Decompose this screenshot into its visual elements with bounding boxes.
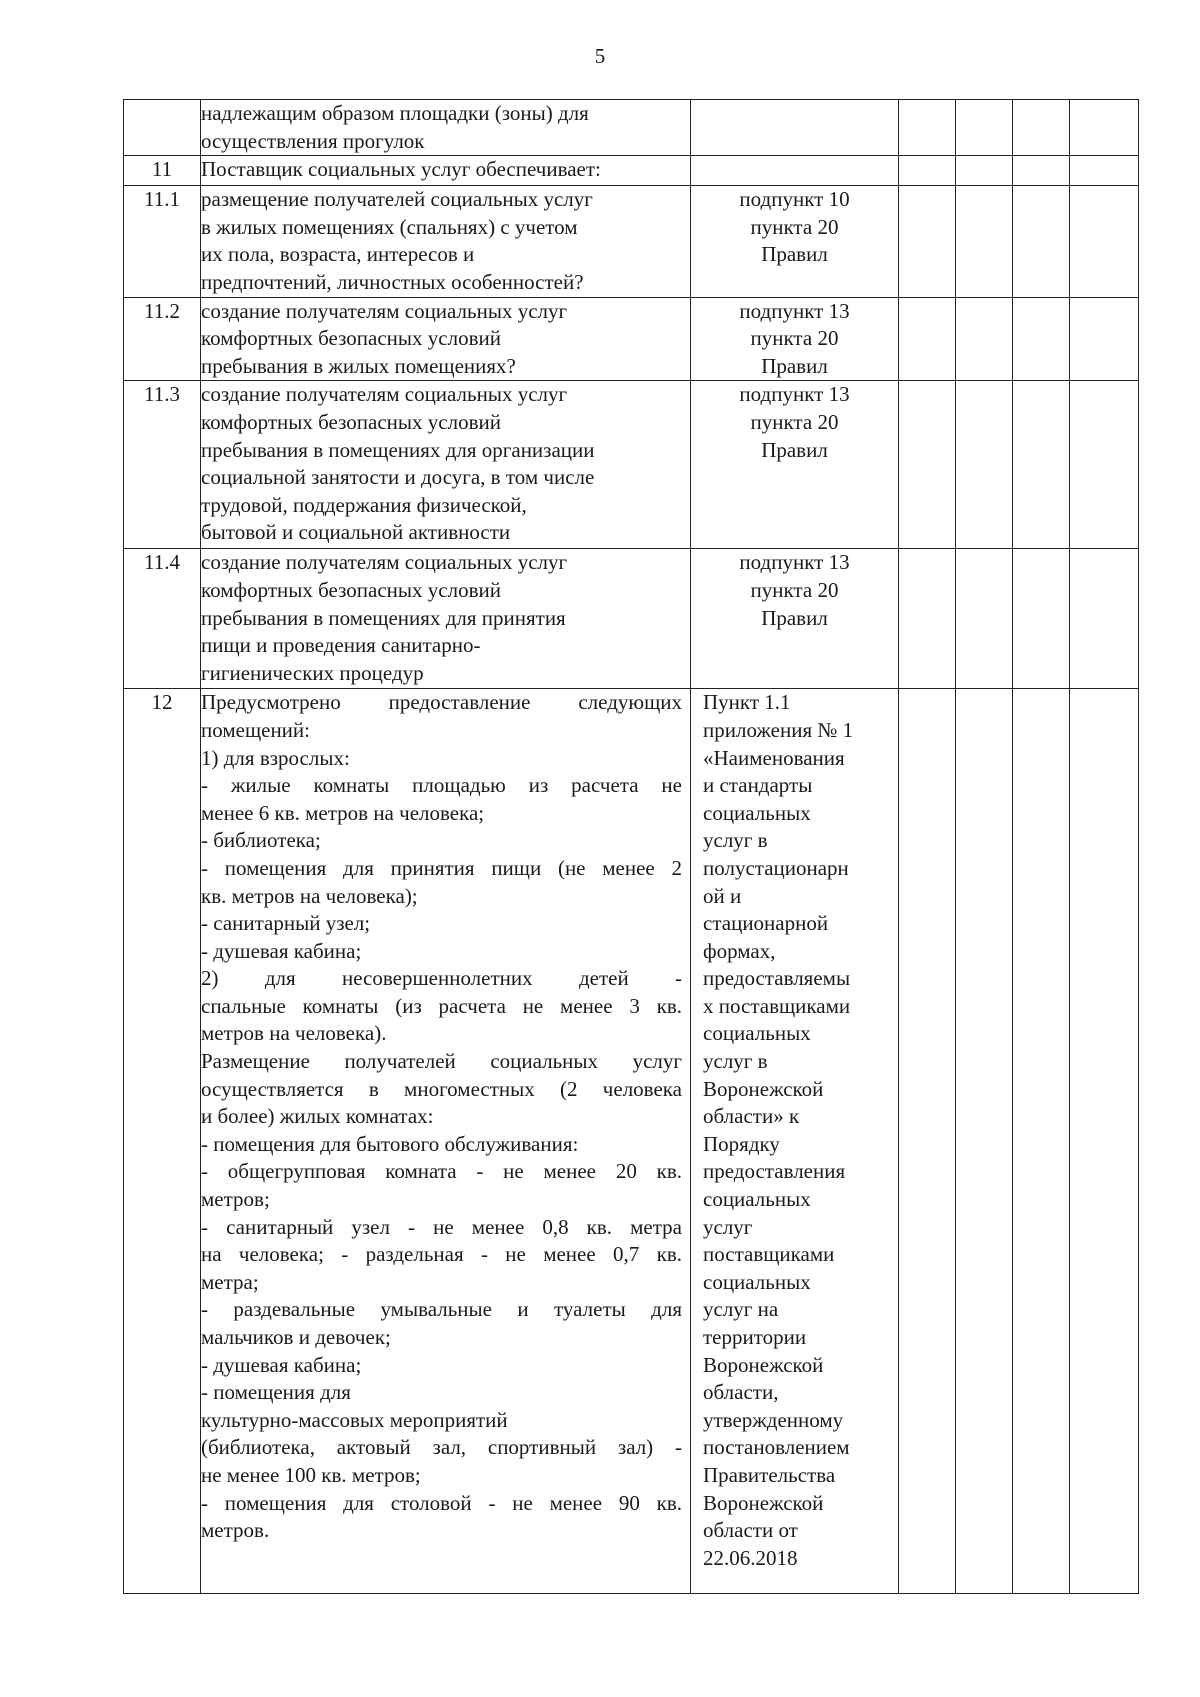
answer-cell xyxy=(1013,297,1070,381)
reference-line: подпункт 13 xyxy=(739,382,850,407)
requirement-line: - общегрупповая комната - не менее 20 кв. xyxy=(201,1159,682,1184)
legal-reference xyxy=(691,156,899,186)
requirement-text xyxy=(201,156,691,186)
reference-line: услуг в xyxy=(703,1049,768,1074)
requirement-line: и более) жилых комнатах: xyxy=(201,1104,434,1129)
answer-cell xyxy=(1013,100,1070,156)
answer-cell xyxy=(899,381,956,549)
reference-line: пункта 20 xyxy=(750,577,839,602)
legal-reference xyxy=(691,689,899,1594)
requirement-line: Предусмотрено предоставление следующих xyxy=(201,690,682,715)
answer-cell xyxy=(956,186,1013,297)
requirement-line: культурно-массовых мероприятий xyxy=(201,1407,508,1432)
answer-cell xyxy=(956,156,1013,186)
requirement-line: - раздевальные умывальные и туалеты для xyxy=(201,1297,682,1322)
requirement-line: кв. метров на человека); xyxy=(201,883,418,908)
requirement-line: - душевая кабина; xyxy=(201,1352,362,1377)
reference-line: услуг на xyxy=(703,1297,779,1322)
requirement-line: комфортных безопасных условий xyxy=(201,409,501,434)
table-row xyxy=(124,549,1139,689)
requirement-text xyxy=(201,186,691,297)
requirement-line: менее 6 кв. метров на человека; xyxy=(201,800,485,825)
item-number: 11.1 xyxy=(124,186,201,297)
answer-cell xyxy=(1070,381,1139,549)
answer-cell xyxy=(956,381,1013,549)
reference-line: ой и xyxy=(703,883,742,908)
item-number: 11.2 xyxy=(124,297,201,381)
answer-cell xyxy=(956,100,1013,156)
answer-cell xyxy=(1013,381,1070,549)
item-number: 11.3 xyxy=(124,381,201,549)
requirement-line: комфортных безопасных условий xyxy=(201,577,501,602)
page-number: 5 xyxy=(594,44,606,68)
reference-line: услуг в xyxy=(703,828,768,853)
requirement-line: комфортных безопасных условий xyxy=(201,326,501,351)
requirement-line: осуществляется в многоместных (2 человека xyxy=(201,1076,682,1101)
requirement-line: метра; xyxy=(201,1269,259,1294)
requirement-line: метров. xyxy=(201,1518,270,1543)
requirement-line: метров на человека). xyxy=(201,1021,387,1046)
requirement-line: предпочтений, личностных особенностей? xyxy=(201,269,584,294)
reference-line: пункта 20 xyxy=(750,214,839,239)
reference-line: х поставщиками xyxy=(703,993,851,1018)
requirement-line: бытовой и социальной активности xyxy=(201,520,511,545)
answer-cell xyxy=(899,156,956,186)
answer-cell xyxy=(899,186,956,297)
table-row xyxy=(124,381,1139,549)
reference-line: приложения № 1 xyxy=(703,717,854,742)
requirement-text xyxy=(201,549,691,689)
answer-cell xyxy=(1013,156,1070,186)
reference-line: поставщиками xyxy=(703,1242,835,1267)
reference-line: «Наименования xyxy=(703,745,845,770)
requirement-line: мальчиков и девочек; xyxy=(201,1325,391,1349)
requirement-text xyxy=(201,297,691,381)
answer-cell xyxy=(1070,689,1139,1594)
legal-reference xyxy=(691,100,899,156)
reference-line: пункта 20 xyxy=(750,409,839,434)
reference-line: пункта 20 xyxy=(750,326,839,351)
reference-line: области от xyxy=(703,1518,798,1543)
requirement-line: - помещения для столовой - не менее 90 кв. xyxy=(201,1490,682,1515)
reference-line: услуг xyxy=(703,1214,753,1239)
reference-line: полустационарн xyxy=(703,855,849,880)
requirement-line: Размещение получателей социальных услуг xyxy=(201,1049,682,1074)
reference-line: предоставления xyxy=(703,1159,846,1184)
requirement-line: пребывания в жилых помещениях? xyxy=(201,353,516,378)
requirement-line: спальные комнаты (из расчета не менее 3 кв. xyxy=(201,993,682,1018)
requirement-line: - помещения для бытового обслуживания: xyxy=(201,1131,579,1156)
requirement-line: метров; xyxy=(201,1187,270,1212)
reference-line: предоставляемы xyxy=(703,966,851,991)
legal-reference xyxy=(691,381,899,549)
reference-line: территории xyxy=(703,1325,807,1349)
reference-line: подпункт 13 xyxy=(739,550,850,575)
table-row xyxy=(124,186,1139,297)
requirement-line: создание получателям социальных услуг xyxy=(201,298,568,323)
table-row xyxy=(124,689,1139,1594)
requirement-line: 1) для взрослых: xyxy=(201,745,350,770)
reference-line: социальных xyxy=(703,800,811,825)
requirement-line: 2) для несовершеннолетних детей - xyxy=(201,966,682,991)
reference-line: подпункт 13 xyxy=(739,298,850,323)
requirement-line: гигиенических процедур xyxy=(201,660,424,685)
answer-cell xyxy=(1070,297,1139,381)
reference-line: социальных xyxy=(703,1021,811,1046)
reference-line: и стандарты xyxy=(703,773,813,798)
reference-line: Правил xyxy=(761,242,828,267)
reference-line: утвержденному xyxy=(703,1407,844,1432)
reference-line: Правил xyxy=(761,353,828,378)
item-number xyxy=(124,100,201,156)
reference-line: области, xyxy=(703,1380,779,1405)
reference-line: Правительства xyxy=(703,1462,836,1487)
answer-cell xyxy=(1013,549,1070,689)
reference-line: Воронежской xyxy=(703,1490,824,1515)
requirement-line: социальной занятости и досуга, в том числе xyxy=(201,465,595,490)
requirement-line: пищи и проведения санитарно- xyxy=(201,633,481,658)
requirement-line: (библиотека, актовый зал, спортивный зал) - xyxy=(201,1435,682,1460)
requirement-line: размещение получателей социальных услуг xyxy=(201,187,593,212)
requirement-line: - жилые комнаты площадью из расчета не xyxy=(201,773,682,798)
answer-cell xyxy=(956,549,1013,689)
answer-cell xyxy=(899,549,956,689)
item-number: 11 xyxy=(124,156,201,186)
requirement-line: создание получателям социальных услуг xyxy=(201,550,568,575)
reference-line: Воронежской xyxy=(703,1352,824,1377)
requirement-line: трудовой, поддержания физической, xyxy=(201,492,527,517)
reference-line: формах, xyxy=(703,938,776,963)
requirement-line: не менее 100 кв. метров; xyxy=(201,1462,421,1487)
item-number: 11.4 xyxy=(124,549,201,689)
requirement-text xyxy=(201,381,691,549)
requirement-line: осуществления прогулок xyxy=(201,128,425,153)
reference-line: области» к xyxy=(703,1104,800,1129)
requirement-line: пребывания в помещениях для организации xyxy=(201,437,595,462)
answer-cell xyxy=(956,297,1013,381)
table-row xyxy=(124,297,1139,381)
item-number: 12 xyxy=(124,689,201,1594)
requirement-line: в жилых помещениях (спальнях) с учетом xyxy=(201,214,578,239)
answer-cell xyxy=(956,689,1013,1594)
requirement-line: на человека; - раздельная - не менее 0,7 кв. xyxy=(201,1242,682,1267)
reference-line: стационарной xyxy=(703,911,829,936)
reference-line: постановлением xyxy=(703,1435,850,1460)
requirement-line: их пола, возраста, интересов и xyxy=(201,242,475,267)
answer-cell xyxy=(1013,186,1070,297)
reference-line: социальных xyxy=(703,1187,811,1212)
legal-reference xyxy=(691,549,899,689)
answer-cell xyxy=(1070,186,1139,297)
legal-reference xyxy=(691,297,899,381)
answer-cell xyxy=(899,100,956,156)
reference-line: Правил xyxy=(761,605,828,630)
reference-line: подпункт 10 xyxy=(739,187,850,212)
answer-cell xyxy=(899,689,956,1594)
table-row xyxy=(124,100,1139,156)
requirement-line: - санитарный узел - не менее 0,8 кв. метра xyxy=(201,1214,682,1239)
requirement-line: создание получателям социальных услуг xyxy=(201,382,568,407)
answer-cell xyxy=(1070,100,1139,156)
answer-cell xyxy=(1013,689,1070,1594)
answer-cell xyxy=(899,297,956,381)
requirement-line: - душевая кабина; xyxy=(201,938,362,963)
table-row xyxy=(124,156,1139,186)
reference-line: социальных xyxy=(703,1269,811,1294)
reference-line: 22.06.2018 xyxy=(703,1545,798,1570)
answer-cell xyxy=(1070,156,1139,186)
requirement-text xyxy=(201,689,691,1594)
answer-cell xyxy=(1070,549,1139,689)
requirement-line: пребывания в помещениях для принятия xyxy=(201,605,566,630)
requirement-line: - библиотека; xyxy=(201,828,321,853)
requirement-line: - помещения для xyxy=(201,1380,351,1405)
reference-line: Правил xyxy=(761,437,828,462)
requirement-line: - санитарный узел; xyxy=(201,911,371,936)
requirement-text xyxy=(201,100,691,156)
legal-reference xyxy=(691,186,899,297)
checklist-table xyxy=(123,99,1139,1594)
requirement-line: помещений: xyxy=(201,717,310,742)
reference-line: Воронежской xyxy=(703,1076,824,1101)
reference-line: Пункт 1.1 xyxy=(703,690,791,715)
reference-line: Порядку xyxy=(703,1131,780,1156)
requirement-line: надлежащим образом площадки (зоны) для xyxy=(201,101,589,125)
requirement-line: - помещения для принятия пищи (не менее 2 xyxy=(201,855,682,880)
requirement-line: Поставщик социальных услуг обеспечивает: xyxy=(201,157,601,182)
